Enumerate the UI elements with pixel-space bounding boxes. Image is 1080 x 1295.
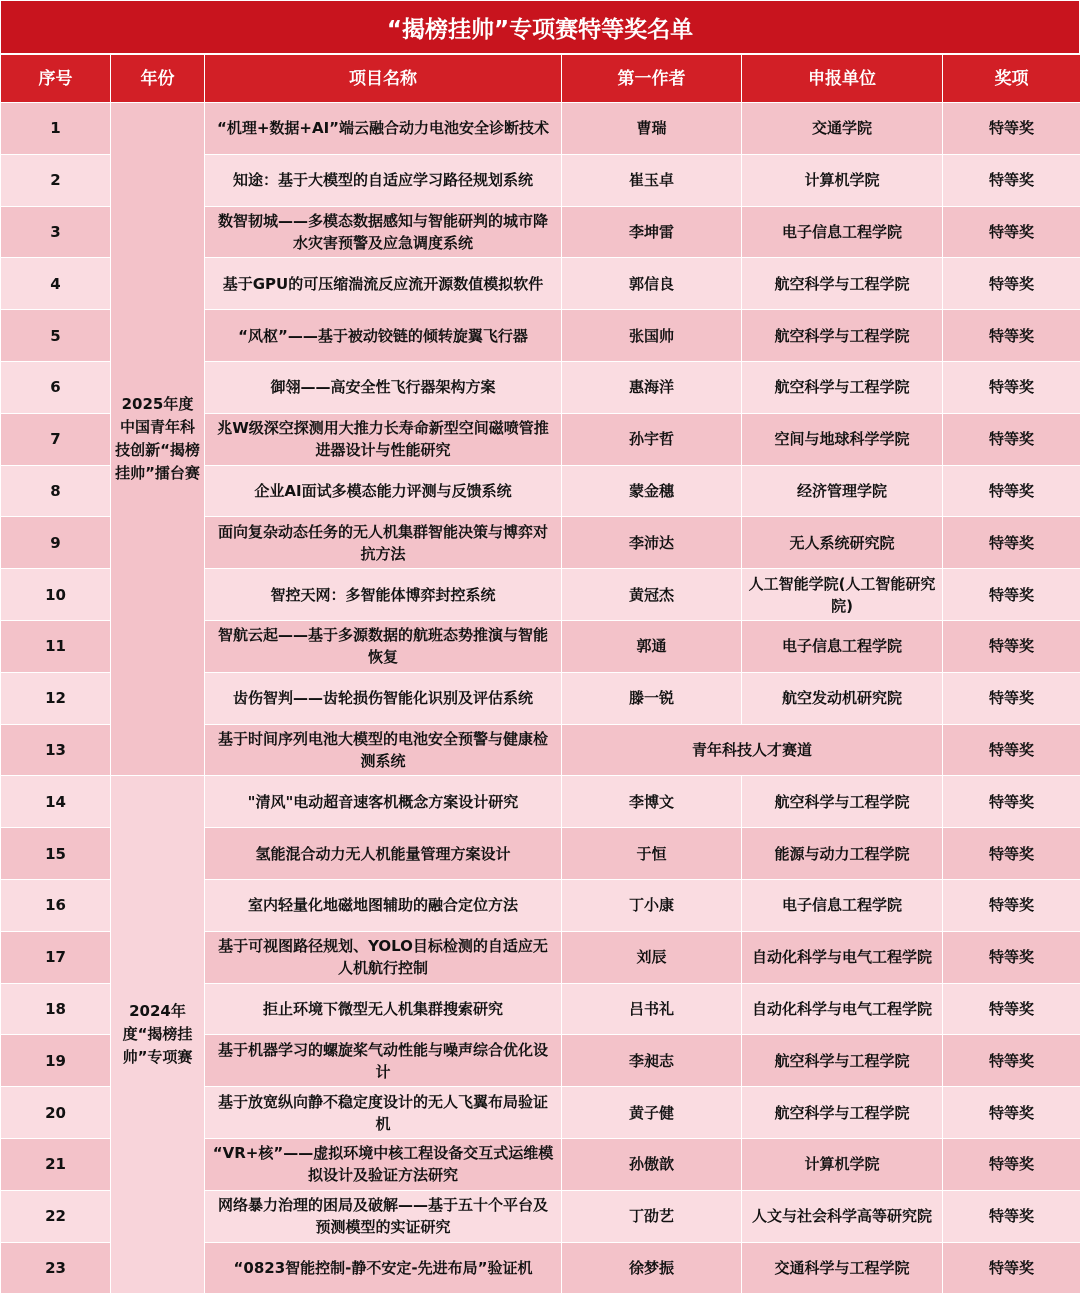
- award-level: 特等奖: [943, 103, 1080, 155]
- first-author: 孙宇哲: [562, 413, 742, 465]
- award-level: 特等奖: [943, 465, 1080, 517]
- first-author: 张国帅: [562, 310, 742, 362]
- award-level: 特等奖: [943, 776, 1080, 828]
- first-author: 郭信良: [562, 258, 742, 310]
- first-author: 曹瑞: [562, 103, 742, 155]
- applicant-unit: 航空科学与工程学院: [742, 361, 943, 413]
- row-number: 20: [1, 1087, 111, 1139]
- row-number: 14: [1, 776, 111, 828]
- project-name: “风枢”——基于被动铰链的倾转旋翼飞行器: [205, 310, 562, 362]
- project-name: 室内轻量化地磁地图辅助的融合定位方法: [205, 879, 562, 931]
- applicant-unit: 航空科学与工程学院: [742, 1035, 943, 1087]
- project-name: 兆W级深空探测用大推力长寿命新型空间磁喷管推进器设计与性能研究: [205, 413, 562, 465]
- award-level: 特等奖: [943, 1138, 1080, 1190]
- header-no: 序号: [1, 55, 111, 103]
- award-level: 特等奖: [943, 206, 1080, 258]
- project-name: 知途：基于大模型的自适应学习路径规划系统: [205, 154, 562, 206]
- applicant-unit: 计算机学院: [742, 1138, 943, 1190]
- first-author: 吕书礼: [562, 983, 742, 1035]
- first-author: 于恒: [562, 828, 742, 880]
- table-body: [1, 103, 1080, 1294]
- project-name: 拒止环境下微型无人机集群搜索研究: [205, 983, 562, 1035]
- header-year: 年份: [111, 55, 205, 103]
- award-level: 特等奖: [943, 258, 1080, 310]
- first-author: 徐梦振: [562, 1242, 742, 1294]
- applicant-unit: 自动化科学与电气工程学院: [742, 931, 943, 983]
- applicant-unit: 航空发动机研究院: [742, 672, 943, 724]
- year-group-cell: 2024年度“揭榜挂帅”专项赛: [111, 776, 205, 1294]
- applicant-unit: 自动化科学与电气工程学院: [742, 983, 943, 1035]
- header-unit: 申报单位: [742, 55, 943, 103]
- award-level: 特等奖: [943, 879, 1080, 931]
- award-level: 特等奖: [943, 517, 1080, 569]
- table-header-row: [1, 55, 1080, 103]
- row-number: 4: [1, 258, 111, 310]
- applicant-unit: 航空科学与工程学院: [742, 1087, 943, 1139]
- row-number: 23: [1, 1242, 111, 1294]
- project-name: 智航云起——基于多源数据的航班态势推演与智能恢复: [205, 620, 562, 672]
- row-number: 22: [1, 1190, 111, 1242]
- first-author: 李昶志: [562, 1035, 742, 1087]
- row-number: 11: [1, 620, 111, 672]
- award-level: 特等奖: [943, 1087, 1080, 1139]
- project-name: 基于时间序列电池大模型的电池安全预警与健康检测系统: [205, 724, 562, 776]
- project-name: 智控天网：多智能体博弈封控系统: [205, 569, 562, 621]
- first-author: 刘辰: [562, 931, 742, 983]
- header-project: 项目名称: [205, 55, 562, 103]
- applicant-unit: 航空科学与工程学院: [742, 310, 943, 362]
- project-name: 基于放宽纵向静不稳定度设计的无人飞翼布局验证机: [205, 1087, 562, 1139]
- header-award: 奖项: [943, 55, 1080, 103]
- applicant-unit: 计算机学院: [742, 154, 943, 206]
- row-number: 3: [1, 206, 111, 258]
- applicant-unit: 人文与社会科学高等研究院: [742, 1190, 943, 1242]
- first-author: 崔玉卓: [562, 154, 742, 206]
- award-level: 特等奖: [943, 1035, 1080, 1087]
- row-number: 18: [1, 983, 111, 1035]
- first-author: 丁小康: [562, 879, 742, 931]
- award-level: 特等奖: [943, 1190, 1080, 1242]
- first-author: 郭通: [562, 620, 742, 672]
- applicant-unit: 空间与地球科学学院: [742, 413, 943, 465]
- project-name: 企业AI面试多模态能力评测与反馈系统: [205, 465, 562, 517]
- project-name: 数智韧城——多模态数据感知与智能研判的城市降水灾害预警及应急调度系统: [205, 206, 562, 258]
- award-level: 特等奖: [943, 672, 1080, 724]
- first-author: 黄冠杰: [562, 569, 742, 621]
- row-number: 10: [1, 569, 111, 621]
- applicant-unit: 能源与动力工程学院: [742, 828, 943, 880]
- first-author: 丁劭艺: [562, 1190, 742, 1242]
- award-level: 特等奖: [943, 931, 1080, 983]
- applicant-unit: 经济管理学院: [742, 465, 943, 517]
- row-number: 2: [1, 154, 111, 206]
- project-name: 基于机器学习的螺旋桨气动性能与噪声综合优化设计: [205, 1035, 562, 1087]
- award-level: 特等奖: [943, 310, 1080, 362]
- award-level: 特等奖: [943, 569, 1080, 621]
- project-name: 基于GPU的可压缩湍流反应流开源数值模拟软件: [205, 258, 562, 310]
- award-level: 特等奖: [943, 983, 1080, 1035]
- applicant-unit: 交通科学与工程学院: [742, 1242, 943, 1294]
- first-author: 滕一锐: [562, 672, 742, 724]
- first-author: 惠海洋: [562, 361, 742, 413]
- row-number: 16: [1, 879, 111, 931]
- award-level: 特等奖: [943, 1242, 1080, 1294]
- first-author: 黄子健: [562, 1087, 742, 1139]
- header-author: 第一作者: [562, 55, 742, 103]
- award-level: 特等奖: [943, 413, 1080, 465]
- applicant-unit: 航空科学与工程学院: [742, 776, 943, 828]
- merged-track-cell: 青年科技人才赛道: [562, 724, 943, 776]
- project-name: 御翎——高安全性飞行器架构方案: [205, 361, 562, 413]
- award-level: 特等奖: [943, 828, 1080, 880]
- row-number: 6: [1, 361, 111, 413]
- first-author: 李沛达: [562, 517, 742, 569]
- row-number: 15: [1, 828, 111, 880]
- applicant-unit: 电子信息工程学院: [742, 879, 943, 931]
- applicant-unit: 电子信息工程学院: [742, 206, 943, 258]
- row-number: 8: [1, 465, 111, 517]
- table-row: [1, 776, 1080, 828]
- first-author: 蒙金穗: [562, 465, 742, 517]
- applicant-unit: 无人系统研究院: [742, 517, 943, 569]
- row-number: 7: [1, 413, 111, 465]
- row-number: 17: [1, 931, 111, 983]
- project-name: 齿伤智判——齿轮损伤智能化识别及评估系统: [205, 672, 562, 724]
- award-level: 特等奖: [943, 361, 1080, 413]
- first-author: 李坤雷: [562, 206, 742, 258]
- row-number: 1: [1, 103, 111, 155]
- applicant-unit: 航空科学与工程学院: [742, 258, 943, 310]
- row-number: 12: [1, 672, 111, 724]
- award-level: 特等奖: [943, 154, 1080, 206]
- award-level: 特等奖: [943, 724, 1080, 776]
- award-table: [0, 54, 1080, 1294]
- row-number: 19: [1, 1035, 111, 1087]
- project-name: "清风"电动超音速客机概念方案设计研究: [205, 776, 562, 828]
- applicant-unit: 电子信息工程学院: [742, 620, 943, 672]
- row-number: 13: [1, 724, 111, 776]
- row-number: 9: [1, 517, 111, 569]
- page-title: “揭榜挂帅”专项赛特等奖名单: [0, 0, 1080, 54]
- project-name: 氢能混合动力无人机能量管理方案设计: [205, 828, 562, 880]
- row-number: 21: [1, 1138, 111, 1190]
- applicant-unit: 人工智能学院(人工智能研究院): [742, 569, 943, 621]
- project-name: 网络暴力治理的困局及破解——基于五十个平台及预测模型的实证研究: [205, 1190, 562, 1242]
- first-author: 孙傲歆: [562, 1138, 742, 1190]
- project-name: 基于可视图路径规划、YOLO目标检测的自适应无人机航行控制: [205, 931, 562, 983]
- project-name: “0823智能控制-静不安定-先进布局”验证机: [205, 1242, 562, 1294]
- table-row: [1, 103, 1080, 155]
- award-level: 特等奖: [943, 620, 1080, 672]
- first-author: 李博文: [562, 776, 742, 828]
- applicant-unit: 交通学院: [742, 103, 943, 155]
- year-group-cell: 2025年度中国青年科技创新“揭榜挂帅”擂台赛: [111, 103, 205, 776]
- row-number: 5: [1, 310, 111, 362]
- project-name: “VR+核”——虚拟环境中核工程设备交互式运维模拟设计及验证方法研究: [205, 1138, 562, 1190]
- project-name: 面向复杂动态任务的无人机集群智能决策与博弈对抗方法: [205, 517, 562, 569]
- project-name: “机理+数据+AI”端云融合动力电池安全诊断技术: [205, 103, 562, 155]
